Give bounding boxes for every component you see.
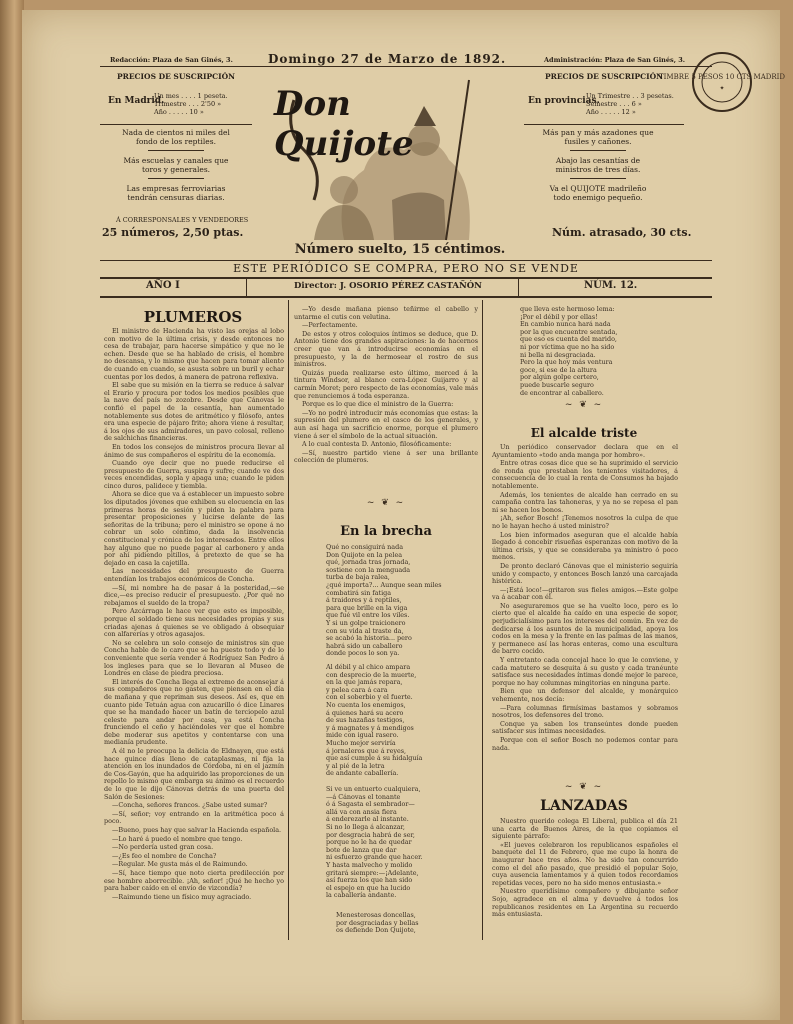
verse-line: combatirá sin fatiga	[326, 588, 392, 597]
verse-line: gritará siempre:—¡Adelante,	[326, 868, 419, 877]
verse-line: á quienes hará su acero	[326, 708, 404, 717]
verse-line: que lleva este hermoso lema:	[520, 305, 615, 313]
bundle-price: 25 números, 2,50 ptas.	[102, 226, 244, 239]
stamp-text: TIMBRE 5 PESOS 10 CTS MADRID	[658, 73, 786, 81]
alcalde-article	[492, 444, 678, 778]
verse-line: el espejo en que ha lucido	[326, 883, 411, 892]
verse-line: Menesterosas doncellas,	[336, 911, 416, 919]
poem-stanza	[336, 912, 476, 935]
verse-line: y á magnates y á mendigos	[326, 723, 414, 732]
subscription-line: Un mes . . . . 1 peseta.	[154, 92, 228, 100]
verse-line: por desgracia habrá de ser,	[326, 830, 415, 839]
issue-number: NÚM. 12.	[584, 280, 638, 291]
verse-line: que así cumple á su hidalguía	[326, 754, 423, 763]
verse-line: ni bella ni desgraciada.	[520, 350, 596, 359]
single-issue-price: Número suelto, 15 céntimos.	[294, 242, 506, 257]
paragraph: —Yo desde mañana pienso teñirme el cabello y untarme el cutis con velutina.	[294, 305, 478, 321]
verse-line: de andante caballería.	[326, 769, 399, 778]
paragraph: —Para columnas firmísimas bastamos y sobramos nosotros, los defensores del trono.	[492, 703, 678, 720]
verse-line: que eso es cuenta del marido,	[520, 335, 617, 344]
subscription-box-left	[100, 72, 252, 125]
paragraph: —Sí, señor; voy entrando en la aritmética poco á poco.	[104, 809, 284, 826]
paragraph: No se celebra un solo consejo de ministros sin que Concha hable de lo caro que se ha puesto todo y de lo conveniente que sería vender á Rodríguez San Pedro á los ingleses para que se lo llevaran al Museo de Londres en clase de piedra preciosa.	[104, 638, 284, 678]
verse-line: la caballería andante.	[326, 891, 397, 900]
poem-continued	[520, 306, 678, 397]
paragraph: A él no le preocupa la delicia de Eldnayen, que está hace quince días lleno de cataplasmas, ni fija la atención en los inundados de Córdoba, ni en el jazmín de Cos-Gayón, que ha adquirido las proporciones de un repollo lo mismo que embarga su ánimo es el recuerdo de lo que le dijo Cánovas detrás de una puerta del Salón de Sesiones:	[104, 747, 284, 801]
subscription-title-left: PRECIOS DE SUSCRIPCIÓN	[116, 72, 236, 81]
paragraph: Además, los tenientes de alcalde han cerrado en su campaña contra las tahoneras, y ya no se repesa el pan ni se hacen los bonos.	[492, 490, 678, 514]
verse-line: qué, jornada tras jornada,	[326, 558, 411, 567]
verse-line: ó á Sagasta el sembrador—	[326, 800, 415, 809]
paragraph: No aseguraremos que se ha vuelto loco, pero es lo cierto que el alcalde ha caído en una especie de sopor, perjudicialísimo para los intereses del común. En vez de dedicarse á los asuntos de la municipalidad, apoya los codos en la mesa y la frente en las palmas de las manos, y permanece así las horas enteras, como una escultura de barro cocido.	[492, 601, 678, 656]
subscription-line: Un Trimestre . . 3 pesetas.	[586, 92, 674, 100]
paragraph: —Regular. Me gusta más el de Raimundo.	[112, 860, 248, 869]
paragraph: —¿Es feo el nombre de Concha?	[112, 851, 217, 860]
verse-line: turba de baja ralea,	[326, 573, 390, 582]
verse-line: de sus hazañas testigos,	[326, 716, 405, 725]
slogan: Va el QUIJOTE madrileño todo enemigo pequeño.	[549, 184, 647, 202]
year-label: AÑO I	[146, 280, 180, 291]
issue-date: Domingo 27 de Marzo de 1892.	[268, 52, 507, 66]
paragraph: —No perdería usted gran cosa.	[112, 843, 214, 852]
verse-line: Qué no consiguirá nada	[326, 543, 404, 551]
verse-line: ni por víctima que no ha sido	[520, 342, 615, 351]
verse-line: Y hasta malvecho y molido	[326, 860, 413, 869]
poem-stanza	[326, 786, 476, 900]
poem-stanza	[326, 544, 476, 658]
poem-stanza	[326, 664, 476, 778]
verse-line: con el soberbio y el fuerte.	[326, 693, 413, 702]
slogan: Nada de cientos ni miles del fondo de los reptiles.	[122, 128, 230, 146]
masthead-illustration	[274, 70, 494, 240]
verse-line: sostiene con la menguada	[326, 565, 411, 574]
plumeros-article	[104, 328, 284, 940]
paragraph: Bien que un defensor del alcalde, y monárquico vehemente, nos decía:	[492, 687, 678, 703]
verse-line: ¡Por el débil y por ellas!	[520, 312, 598, 321]
verse-line: donde pocos lo son ya.	[326, 649, 400, 658]
slogan: Más escuelas y canales que toros y generales.	[123, 156, 229, 174]
paragraph: En todos los consejos de ministros procura llevar al ánimo de sus compañeros el espíritu de la economía.	[104, 442, 284, 459]
paragraph: —Lo haré á puedo el nombre que tengo.	[112, 834, 243, 843]
director-label: Director: J. OSORIO PÉREZ CASTAÑÓN	[294, 281, 482, 291]
motto: ESTE PERIÓDICO SE COMPRA, PERO NO SE VENDE	[233, 262, 579, 275]
verse-line: ni esfuerzo grande que hacer.	[326, 853, 423, 862]
back-issue-price: Núm. atrasado, 30 cts.	[552, 226, 692, 239]
paragraph: De estos y otros coloquios íntimos se deduce, que D. Antonio tiene dos grandes aspiraciones: la de hacernos creer que van á introducirse economías en el presupuesto, y la de hermosear el rostro de sus ministros.	[294, 329, 478, 369]
verse-line: con su vida al traste da,	[326, 626, 404, 635]
paragraph: Porque con el señor Bosch no podemos contar para nada.	[492, 735, 678, 752]
paragraph: El sabe que su misión en la tierra se reduce á salvar el Erario y procura por todos los medios posibles que la nave del país no zozobre. Desde que Cánovas le confió el papel de la cesantía, han aumentado notablemente sus dotes de aritmético y filósofo, antes era una especie de pájaro frito; ahora viene á resultar, á los ojos de sus admiradores, un pavo colosal, relleno de salchichas financieras.	[104, 381, 284, 443]
paragraph: Entre otras cosas dice que se ha suprimido el servicio de ronda que prestaban los tenientes visitadores, á consecuencia de lo cual la renta de Consumos ha bajado notablemente.	[492, 459, 678, 490]
slogan: Abajo las cesantías de ministros de tres días.	[555, 156, 641, 174]
paragraph: Quizás pueda realizarse esto último, merced á la tintura Windsor, al blanco cera-López Guijarro y al carmín Moret; pero respecto de las economías, vale más que renunciemos á toda esperanza.	[294, 368, 478, 400]
paragraph: —Raimundo tiene un físico muy agraciado.	[112, 892, 252, 901]
paragraph: ¡Ah, señor Bosch! ¡Tenemos nosotros la culpa de que no le hayan hecho á usted ministro?	[492, 514, 678, 530]
paragraph: —Sí, mi nombre ha de pasar á la posteridad,—se dice,—es preciso reducir el presupuesto. ¿Por qué no rebajamos el sueldo de la tropa?	[104, 583, 284, 607]
slogan: Las empresas ferroviarias tendrán censuras diarias.	[126, 184, 226, 202]
subscription-line: Año . . . . . 10 »	[154, 108, 204, 116]
verse-line: en la que jamás repara,	[326, 678, 403, 687]
paragraph: —¡Está loco!—gritaron sus fieles amigos.—Este golpe va á acabar con él.	[492, 585, 678, 602]
verse-line: bote de lanza que dar	[326, 845, 397, 854]
verse-line: á enderezarle al instante.	[326, 815, 409, 824]
en-la-brecha-heading: En la brecha	[340, 524, 432, 539]
paragraph: Los bien informados aseguran que el alcalde había llegado á concebir risueñas esperanzas con motivo de la última crisis, y que se consideraba ya ministro ó poco menos.	[492, 530, 678, 562]
redaccion-address: Redacción: Plaza de San Ginés, 3.	[110, 56, 233, 64]
paragraph: Ahora se dice que va á establecer un impuesto sobre los diputados jóvenes que exhiben su elocuencia en las primeras horas de sesión y piden la palabra para presentar proposiciones y lucirse delante de las señoritas de la tribuna; pero el ministro se opone á no cobrar un solo céntimo, dada la insolvencia constitucional y crónica de los interesados. Entre ellos hay alguno que no puede pagar al carbonero y anda por ahí pidiendo pitillos, á pretexto de que se ha dejado en casa la cajetilla.	[104, 490, 284, 567]
paragraph: Y entretanto cada concejal hace lo que le conviene, y cada matutero se desquita á su gusto y cada tranéunte satisface sus necesidades íntimas donde mejor le parece, porque no hay columnas mingitorias en ninguna parte.	[492, 656, 678, 687]
paragraph: El ministro de Hacienda ha visto las orejas al lobo con motivo de la última crisis, y desde entonces no cesa de trabajar, para hacerse simpático y que no le echen. Desde que se ha hablado de crisis, el hombre no descansa, y lo mismo que hacen para tomar aliento de cuando en cuando, se asusta sobre un buril y echar cuentas por los dedos, á manera de patrona reflexiva.	[104, 327, 284, 381]
verse-line: á traidores y á reptiles,	[326, 596, 402, 605]
verse-line: por la que encuentre sentada,	[520, 327, 618, 336]
paragraph: —Sí, nuestro partido viene á ser una brillante colección de plumeros.	[294, 448, 478, 465]
verse-line: allá va con ansia fiera	[326, 807, 397, 816]
verse-line: Si ve un entuerto cualquiera,	[326, 785, 421, 793]
verse-line: y pelea cara á cara	[326, 685, 388, 694]
lanzadas-heading: LANZADAS	[540, 798, 628, 814]
verse-line: ¿qué importa?... Aunque sean miles	[326, 580, 442, 589]
subscription-place-right: En provincias.	[528, 96, 600, 106]
verse-line: En cambio nunca hará nada	[520, 320, 611, 329]
paragraph: —Perfectamente.	[302, 321, 358, 330]
paragraph: Cuando oye decir que no puede reducirse el presupuesto de Guerra, suspira y sufre; cuando ve dos veces encendidas, sopla y apaga una; cuando le piden cinco duros, palidece y tiembla.	[104, 459, 284, 490]
subscription-box-right	[524, 72, 684, 125]
paragraph: Las necesidades del presupuesto de Guerra entendían los trabajos económicos de Concha.	[104, 567, 284, 583]
lanzadas-article	[492, 818, 678, 940]
verse-line: goce, si ese de la altura	[520, 365, 597, 374]
paragraph: Nuestro queridísimo compañero y dibujante señor Sojo, agradece en el alma y devuelve á todos los republicanos residentes en La Argentina su recuerdo más entusiasta.	[492, 887, 678, 919]
verse-line: porque no le ha de quedar	[326, 838, 412, 847]
verse-line: —á Cánovas el tonante	[326, 792, 401, 801]
subscription-title-right: PRECIOS DE SUSCRIPCIÓN	[544, 72, 664, 81]
plumeros-heading: PLUMEROS	[143, 308, 243, 326]
verse-line: con desprecio de la muerte,	[326, 670, 417, 679]
subscription-line: Trimestre . . . 2'50 »	[154, 100, 222, 108]
verse-line: mide con igual rasero.	[326, 731, 399, 740]
administracion-address: Administración: Plaza de San Ginés, 3.	[544, 56, 686, 64]
verse-line: se acabó la historia... pero	[326, 634, 412, 643]
verse-line: Y si un golpe traicionero	[326, 618, 406, 627]
paragraph: —Yo no podré introducir más economías que estas: la supresión del plumero en el casco de los generales, y aun así haga un sacrificio enorme, porque el plumero viene á ser el símbolo de la actual situación.	[294, 408, 478, 440]
corresponsales-label: Á CORRESPONSALES Y VENDEDORES	[116, 216, 249, 224]
verse-line: á jornaleros que á reyes,	[326, 746, 407, 755]
paragraph: —Concha, señores francos. ¿Sabe usted sumar?	[112, 801, 268, 810]
verse-line: puede buscarle seguro	[520, 380, 594, 389]
subscription-place-left: En Madrid.	[108, 96, 165, 106]
subscription-line: Semestre . . . 6 »	[586, 100, 642, 108]
alcalde-heading: El alcalde triste	[530, 426, 638, 440]
verse-line: de encontrar al caballero.	[520, 388, 604, 397]
plumeros-continued	[294, 306, 478, 486]
paragraph: El interés de Concha llega al extremo de aconsejar á sus compañeros que no gasten, que piensen en el día de mañana y que repriman sus deseos. Así es, que en cuanto pide Tetuán agua con azucarillo ó dice Linares que se ha mandado hacer un batín de terciopelo azul celeste para andar por casa, ya está Concha frunciendo el ceño y haciéndoles ver que el hombre debe moderar sus apetitos y contentarse con una medianía prudente.	[104, 677, 284, 747]
verse-line: Pero la que hoy más ventura	[520, 358, 613, 367]
tax-stamp	[658, 50, 786, 114]
verse-line: por desgraciadas y bellas	[336, 918, 419, 927]
verse-line: habrá sido un caballero	[326, 641, 403, 650]
subscription-line: Año . . . . . 12 »	[586, 108, 636, 116]
newspaper-page	[22, 10, 786, 1020]
verse-line: os defiende Don Quijote,	[336, 926, 416, 935]
divider-ornament: ~ ❦ ~	[564, 400, 604, 410]
verse-line: No cuenta los enemigos,	[326, 700, 406, 709]
paragraph: Un periódico conservador declara que en el Ayuntamiento «todo anda manga por hombro».	[492, 443, 678, 459]
verse-line: Si no lo llega á alcanzar,	[326, 822, 405, 831]
paragraph: De pronto declaró Cánovas que el ministerio seguiría unido y compacto, y entonces Bosch lanzó una carcajada histérica.	[492, 561, 678, 586]
book-spine	[0, 0, 24, 1024]
verse-line: para que brille en la viga	[326, 603, 408, 612]
verse-line: y al pié de la letra	[326, 761, 385, 770]
verse-line: Mucho mejor serviría	[326, 738, 396, 747]
masthead-title: Don Quijote	[274, 84, 414, 164]
svg-text:✦: ✦	[719, 85, 725, 92]
paragraph: Conque ya saben los transeúntes donde pueden satisfacer sus íntimas necesidades.	[492, 719, 678, 736]
verse-line: Al débil y al chico ampara	[326, 663, 411, 671]
slogan: Más pan y más azadones que fusiles y cañones.	[542, 128, 654, 146]
paragraph: Porque es lo que dice el ministro de la Guerra:	[302, 400, 454, 409]
paragraph: Nuestro querido colega El Liberal, publica el día 21 una carta de Buenos Aires, de la que copiamos el siguiente párrafo:	[492, 817, 678, 841]
verse-line: que fué vil entre los viles.	[326, 611, 410, 620]
paragraph: Pero Azcárraga le hace ver que esto es imposible, porque el soldado tiene sus necesidades propias y sus criadas ajenas á quienes se ve obligado á obsequiar con alfarerías y otros agasajos.	[104, 607, 284, 639]
paragraph: A lo cual contesta D. Antonio, filosóficamente:	[302, 440, 452, 449]
divider-ornament: ~ ❦ ~	[366, 498, 406, 508]
paragraph: —Bueno, pues hay que salvar la Hacienda española.	[112, 826, 282, 834]
verse-line: por algún golpe certero,	[520, 373, 599, 382]
paragraph: «El jueves celebraron los republicanos españoles el banquete del 11 de Febrero, que me cupo la honra de inaugurar hace tres años. No ha sido tan concurrido como el del año pasado, que presidió el popular Sojo, cuya ausencia lamentamos y á quien todos recordamos repetidas veces, pero no ha sido menos entusiasta.»	[492, 840, 678, 887]
verse-line: así fuerza los que han sido	[326, 876, 413, 885]
paragraph: —Sí, hace tiempo que noto cierta predilección por ese hombre aborrecible. ¡Ah, señor! ¡Qué he hecho yo para haber caído en el envío de vizcondía?	[104, 868, 284, 893]
verse-line: Don Quijote en la pelea	[326, 550, 403, 559]
divider-ornament: ~ ❦ ~	[564, 782, 604, 792]
